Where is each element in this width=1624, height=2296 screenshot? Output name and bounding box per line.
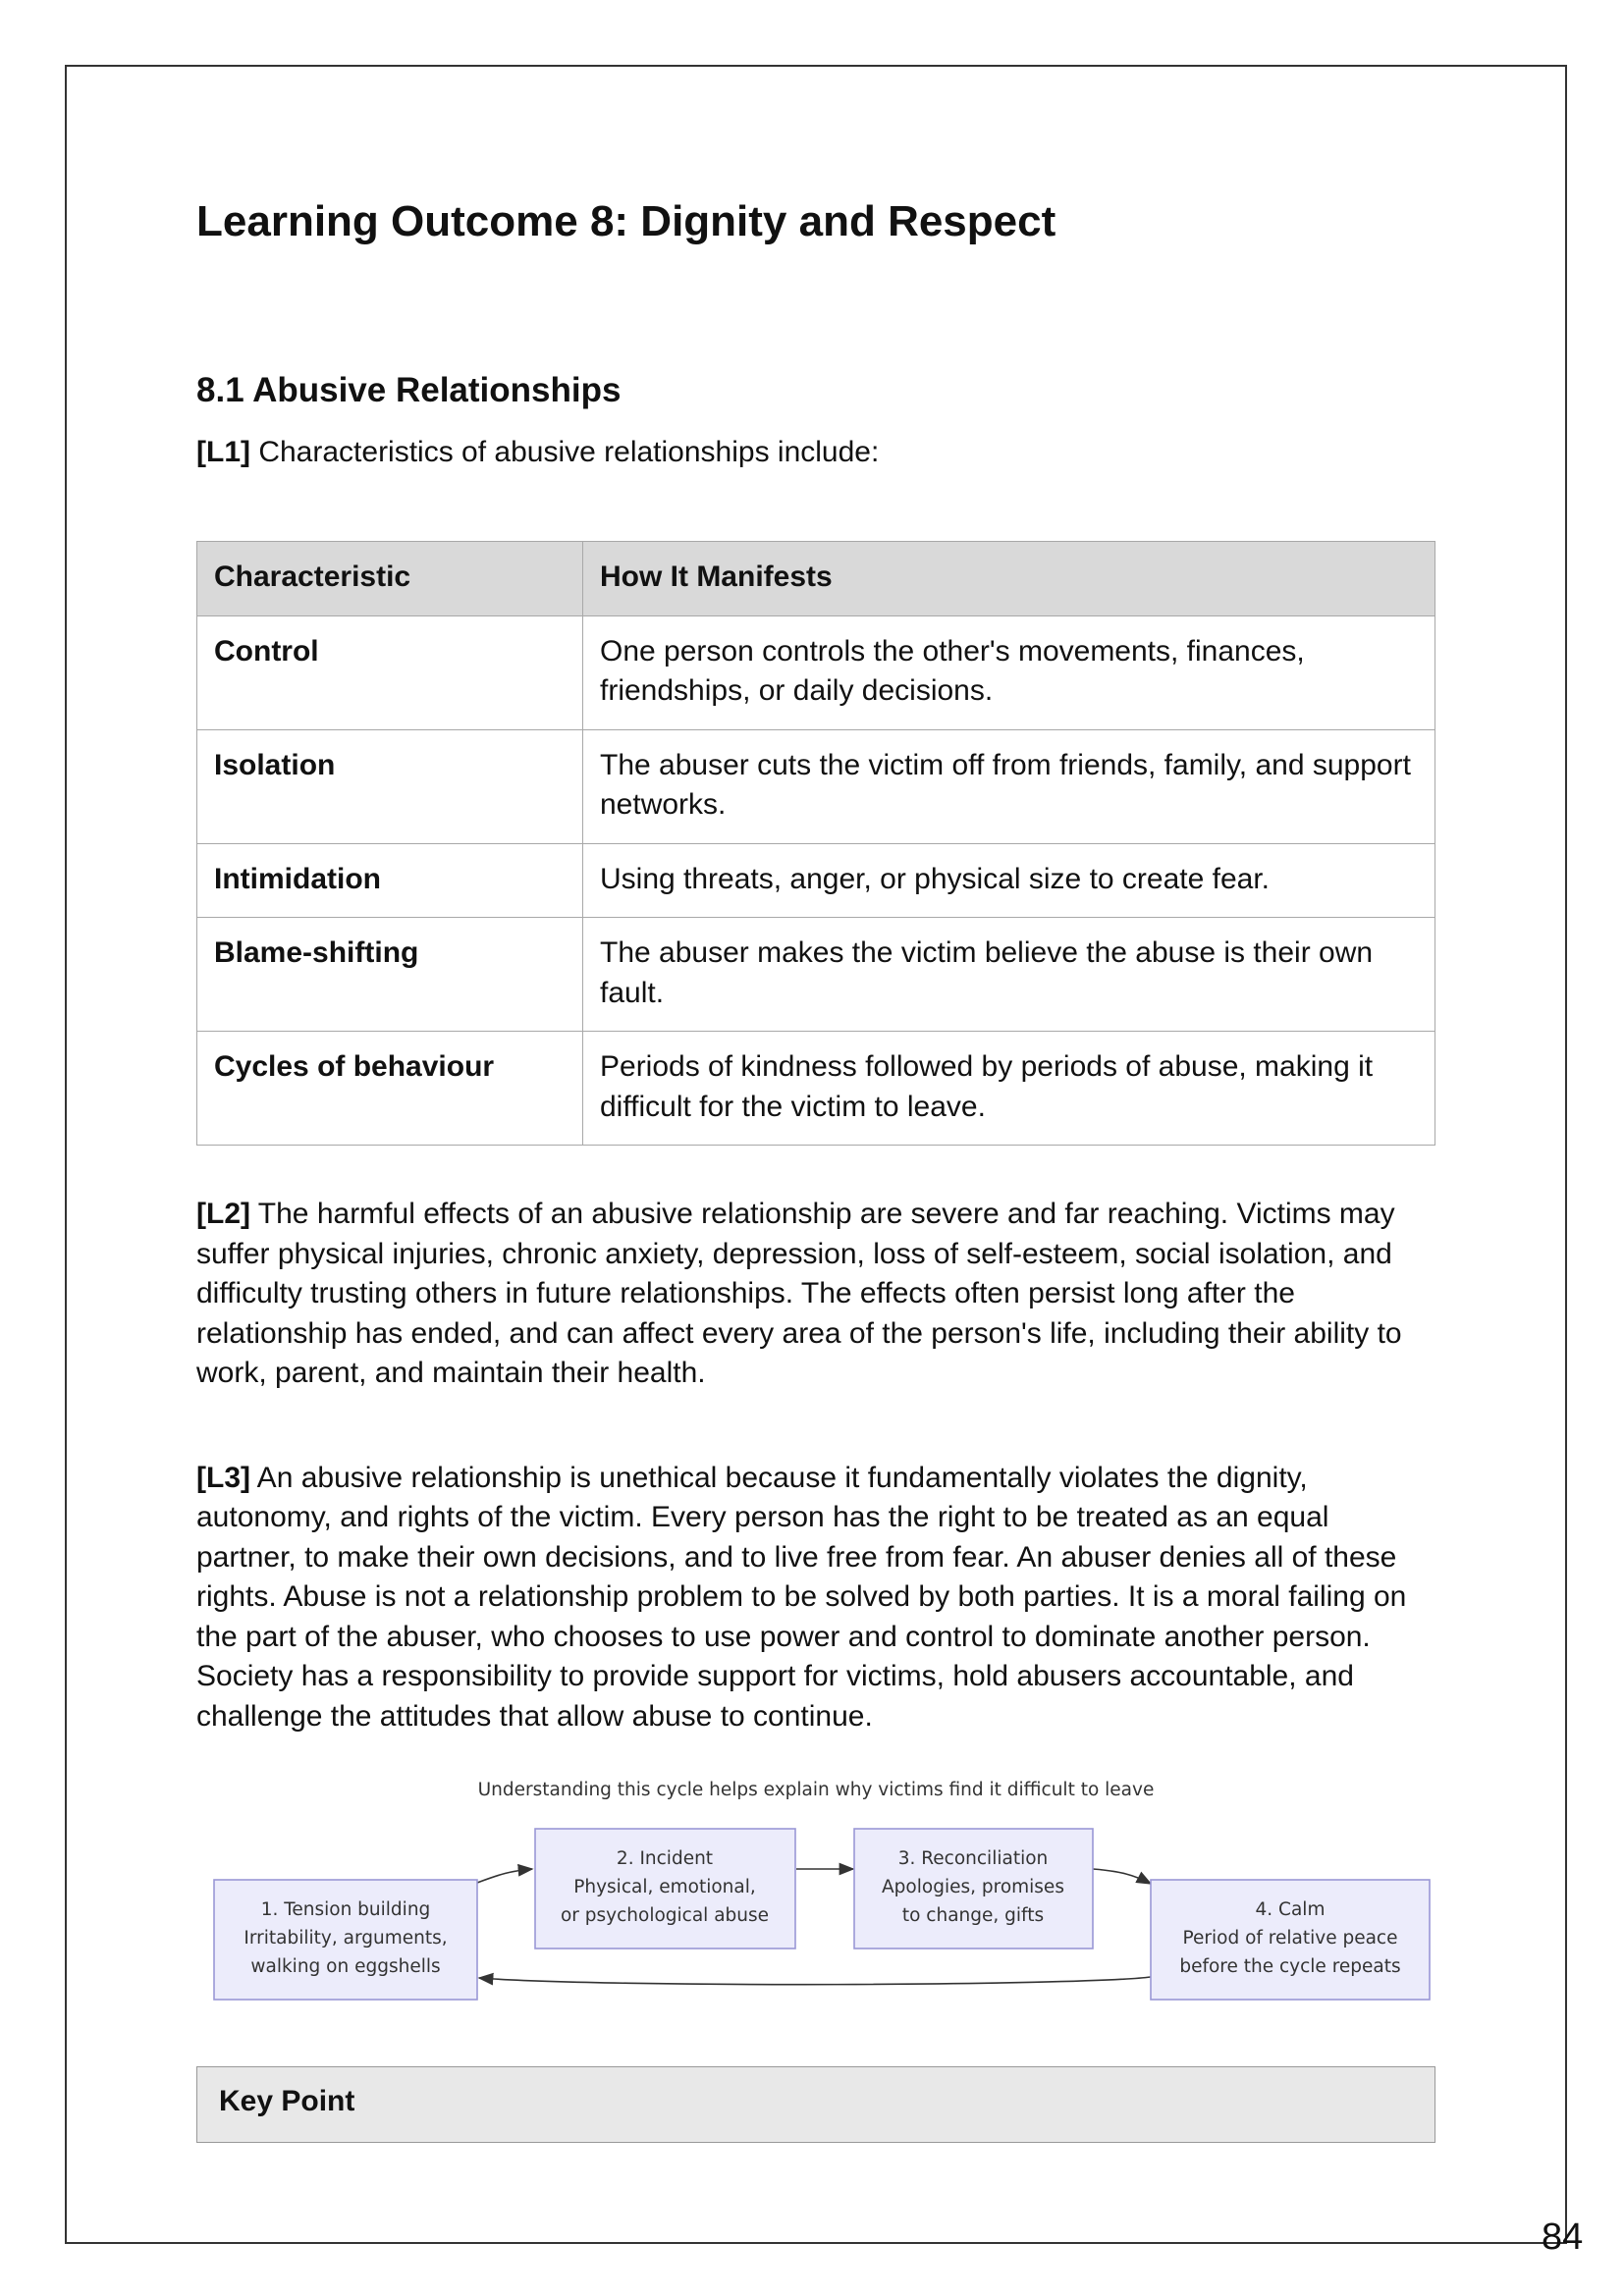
characteristics-table <box>196 541 1435 1146</box>
table-header-characteristic: Characteristic <box>197 542 583 616</box>
table-cell-manifests: Using threats, anger, or physical size to create fear. <box>583 843 1435 918</box>
node-line: 2. Incident <box>616 1848 714 1870</box>
page-title: Learning Outcome 8: Dignity and Respect <box>196 197 1056 245</box>
node-line: walking on eggshells <box>250 1956 441 1978</box>
key-point-label: Key Point <box>219 2085 355 2118</box>
cycle-diagram-svg <box>196 1778 1435 2053</box>
table-cell-manifests: Periods of kindness followed by periods of abuse, making it difficult for the victim to leave. <box>583 1032 1435 1146</box>
node-line: 4. Calm <box>1255 1899 1326 1921</box>
table-cell-manifests: The abuser cuts the victim off from friends, family, and support networks. <box>583 729 1435 843</box>
section-heading: 8.1 Abusive Relationships <box>196 370 622 409</box>
table-row <box>197 729 1435 843</box>
l2-tag: [L2] <box>196 1198 250 1231</box>
l3-tag: [L3] <box>196 1461 250 1494</box>
arrow-reconciliation-to-calm <box>1093 1869 1151 1884</box>
cycle-node-reconciliation <box>854 1829 1093 1949</box>
l3-text: An abusive relationship is unethical because it fundamentally violates the dignity, autonomy, and rights of the victim. Every person has the right to be treated as an equal partner, to make their own decisions, and to live free from fear. An abuser denies all of these rights. Abuse is not a relationship problem to be solved by both parties. It is a moral failing on the part of the abuser, who chooses to use power and control to dominate another person. Society has a responsibility to provide support for victims, hold abusers accountable, and challenge the attitudes that allow abuse to continue. <box>196 1461 1407 1733</box>
table-row <box>197 918 1435 1032</box>
table-header-row <box>197 542 1435 616</box>
table-row <box>197 615 1435 729</box>
l1-tag: [L1] <box>196 435 250 468</box>
node-line: to change, gifts <box>901 1905 1045 1927</box>
abuse-cycle-diagram <box>196 1778 1435 2053</box>
page-content <box>196 196 1435 2143</box>
l1-text: Characteristics of abusive relationships include: <box>250 435 880 468</box>
diagram-caption: Understanding this cycle helps explain why victims find it difficult to leave <box>477 1780 1155 1801</box>
table-row <box>197 1032 1435 1146</box>
table-row <box>197 843 1435 918</box>
cycle-node-tension-building <box>214 1880 477 2000</box>
table-cell-characteristic: Cycles of behaviour <box>197 1032 583 1146</box>
key-point-box <box>196 2066 1435 2143</box>
l2-paragraph <box>196 1195 1435 1394</box>
node-line: before the cycle repeats <box>1179 1956 1401 1978</box>
table-cell-characteristic: Control <box>197 615 583 729</box>
arrow-calm-to-tension <box>479 1977 1151 1985</box>
table-cell-manifests: The abuser makes the victim believe the abuse is their own fault. <box>583 918 1435 1032</box>
table-cell-characteristic: Blame-shifting <box>197 918 583 1032</box>
arrow-tension-to-incident <box>477 1869 532 1883</box>
l2-text: The harmful effects of an abusive relationship are severe and far reaching. Victims may suffer physical injuries, chronic anxiety, depression, loss of self-esteem, social isolation, and difficulty trusting others in future relationships. The effects often persist long after the relationship has ended, and can affect every area of the person's life, including their ability to work, parent, and maintain their health. <box>196 1198 1402 1390</box>
cycle-node-calm <box>1151 1880 1430 2000</box>
table-cell-characteristic: Intimidation <box>197 843 583 918</box>
node-line: or psychological abuse <box>560 1905 770 1927</box>
table-header-manifests: How It Manifests <box>583 542 1435 616</box>
node-line: Physical, emotional, <box>573 1877 756 1898</box>
node-line: 1. Tension building <box>260 1899 431 1921</box>
cycle-node-incident <box>535 1829 795 1949</box>
table-cell-manifests: One person controls the other's movements, finances, friendships, or daily decisions. <box>583 615 1435 729</box>
l3-paragraph <box>196 1459 1435 1737</box>
node-line: Period of relative peace <box>1182 1928 1398 1949</box>
node-line: Irritability, arguments, <box>244 1928 448 1949</box>
table-cell-characteristic: Isolation <box>197 729 583 843</box>
page-number: 84 <box>1542 2216 1584 2258</box>
node-line: Apologies, promises <box>882 1877 1064 1898</box>
l1-paragraph <box>196 433 1435 473</box>
node-line: 3. Reconciliation <box>897 1848 1049 1870</box>
